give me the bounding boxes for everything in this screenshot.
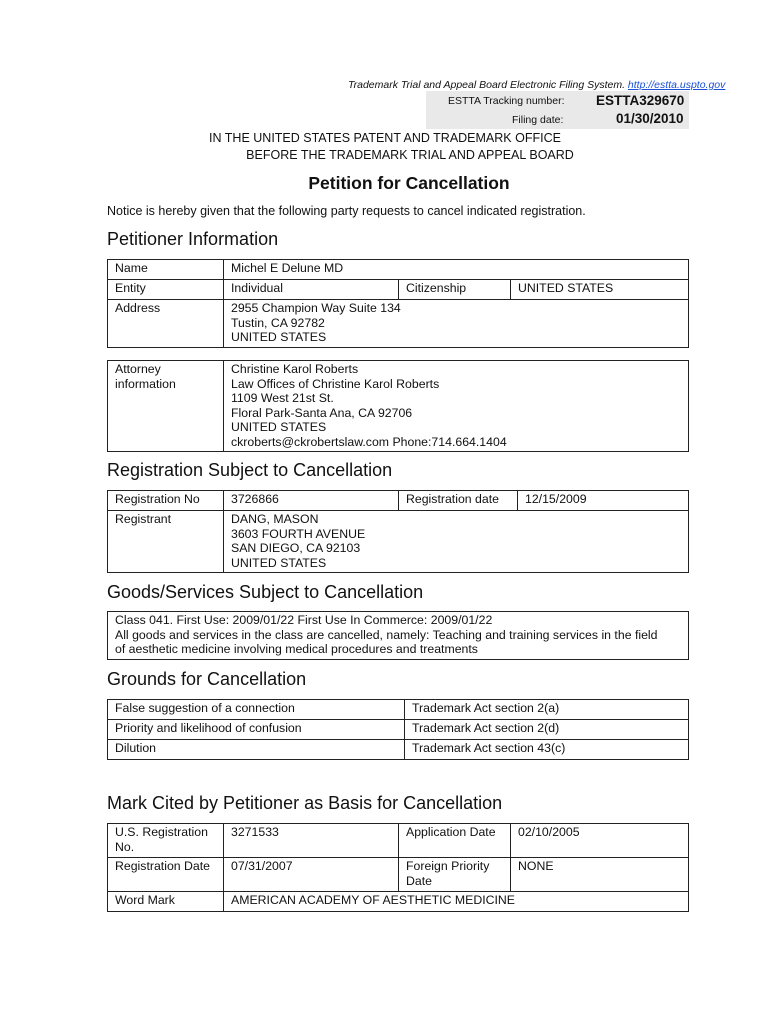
goods-line: Class 041. First Use: 2009/01/22 First Use In Commerce: 2009/01/22 <box>115 613 493 627</box>
section-cell: Trademark Act section 2(d) <box>405 720 689 740</box>
ground-cell: False suggestion of a connection <box>108 700 405 720</box>
grounds-heading: Grounds for Cancellation <box>107 669 307 689</box>
ground-cell: Dilution <box>108 740 405 760</box>
entity-value: Individual <box>224 280 399 300</box>
usreg-label-line: No. <box>115 839 135 854</box>
name-label: Name <box>108 260 224 280</box>
goods-line: All goods and services in the class are cancelled, namely: Teaching and training services in the field <box>115 627 658 642</box>
mark-table <box>107 823 689 912</box>
registrant-value <box>224 511 689 573</box>
tracking-number: ESTTA329670 <box>596 93 685 108</box>
registrant-label: Registrant <box>108 511 224 573</box>
filing-date-label: Filing date: <box>512 114 564 126</box>
system-header <box>348 79 725 91</box>
goods-table <box>107 611 689 660</box>
regno-label: Registration No <box>108 491 224 511</box>
usreg-label <box>108 824 224 858</box>
goods-text <box>108 612 689 660</box>
goods-line: of aesthetic medicine involving medical procedures and treatments <box>115 642 478 656</box>
attorney-line: Christine Karol Roberts <box>231 362 359 376</box>
citizenship-value: UNITED STATES <box>511 280 689 300</box>
regdate-label: Registration date <box>399 491 518 511</box>
office-line-1: IN THE UNITED STATES PATENT AND TRADEMARK OFFICE <box>209 131 561 145</box>
attorney-line: 1109 West 21st St. <box>231 391 334 405</box>
goods-heading: Goods/Services Subject to Cancellation <box>107 582 424 602</box>
foreign-priority-label <box>399 858 511 892</box>
table-row <box>108 740 689 760</box>
registrant-line: SAN DIEGO, CA 92103 <box>231 541 361 555</box>
regno-value: 3726866 <box>224 491 399 511</box>
ground-cell: Priority and likelihood of confusion <box>108 720 405 740</box>
appdate-label: Application Date <box>399 824 511 858</box>
notice-text: Notice is hereby given that the following party requests to cancel indicated registration. <box>107 204 586 218</box>
table-row <box>108 700 689 720</box>
office-line-2: BEFORE THE TRADEMARK TRIAL AND APPEAL BOARD <box>246 148 574 162</box>
petitioner-table <box>107 259 689 348</box>
address-label: Address <box>108 300 224 348</box>
attorney-line: UNITED STATES <box>231 420 327 434</box>
usreg-label-line: U.S. Registration <box>115 825 208 839</box>
system-text: Trademark Trial and Appeal Board Electronic Filing System. <box>348 79 625 91</box>
section-cell: Trademark Act section 2(a) <box>405 700 689 720</box>
address-line: Tustin, CA 92782 <box>231 315 325 330</box>
petitioner-heading: Petitioner Information <box>107 229 279 249</box>
attorney-label-line: information <box>115 376 176 391</box>
foreign-priority-value: NONE <box>511 858 689 892</box>
appdate-value: 02/10/2005 <box>511 824 689 858</box>
attorney-email-phone: ckroberts@ckrobertslaw.com Phone:714.664.1404 <box>231 434 507 449</box>
name-value: Michel E Delune MD <box>224 260 689 280</box>
attorney-table <box>107 360 689 452</box>
entity-label: Entity <box>108 280 224 300</box>
registration-heading: Registration Subject to Cancellation <box>107 460 393 480</box>
wordmark-label: Word Mark <box>108 892 224 912</box>
registration-table <box>107 490 689 573</box>
regdate-value: 12/15/2009 <box>518 491 689 511</box>
address-line: UNITED STATES <box>231 330 327 344</box>
grounds-table <box>107 699 689 760</box>
foreign-label-line: Foreign Priority <box>406 859 490 873</box>
page-title: Petition for Cancellation <box>308 173 510 193</box>
attorney-label <box>108 361 224 452</box>
attorney-line: Law Offices of Christine Karol Roberts <box>231 376 440 391</box>
attorney-line: Floral Park-Santa Ana, CA 92706 <box>231 405 413 420</box>
section-cell: Trademark Act section 43(c) <box>405 740 689 760</box>
address-line: 2955 Champion Way Suite 134 <box>231 301 401 315</box>
mark-regdate-value: 07/31/2007 <box>224 858 399 892</box>
estta-link[interactable]: http://estta.uspto.gov <box>627 79 726 91</box>
registrant-line: 3603 FOURTH AVENUE <box>231 526 366 541</box>
attorney-value <box>224 361 689 452</box>
table-row <box>108 720 689 740</box>
registrant-line: DANG, MASON <box>231 512 319 526</box>
filing-date: 01/30/2010 <box>616 111 684 126</box>
attorney-label-line: Attorney <box>115 362 161 376</box>
citizenship-label: Citizenship <box>399 280 511 300</box>
registrant-line: UNITED STATES <box>231 555 327 570</box>
foreign-label-line: Date <box>406 873 432 888</box>
address-value <box>224 300 689 348</box>
tracking-label: ESTTA Tracking number: <box>448 95 565 107</box>
mark-regdate-label: Registration Date <box>108 858 224 892</box>
wordmark-value: AMERICAN ACADEMY OF AESTHETIC MEDICINE <box>224 892 689 912</box>
usreg-value: 3271533 <box>224 824 399 858</box>
mark-heading: Mark Cited by Petitioner as Basis for Cancellation <box>107 793 503 813</box>
